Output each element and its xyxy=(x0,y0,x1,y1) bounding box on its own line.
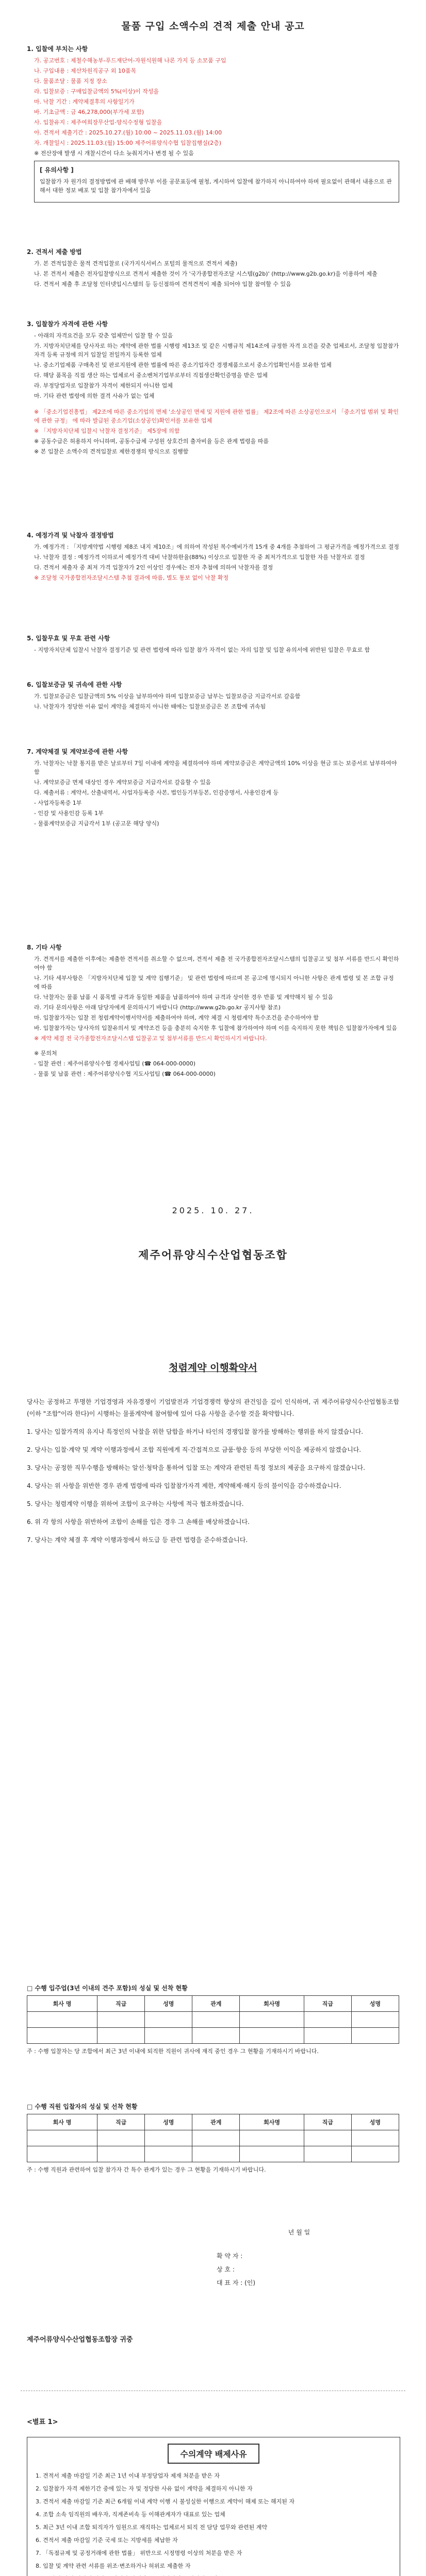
list-item: 라. 부정당업자로 입찰참가 자격이 제한되지 아니한 업체 xyxy=(34,382,173,389)
list-item: 라. 입찰보증 : 구매입찰금액의 5%(이상)이 작성을 xyxy=(34,88,159,95)
list-item: 마. 낙찰 기간 : 계약체결후의 사항일기가 xyxy=(34,98,135,105)
table-header: 직급 xyxy=(97,2114,145,2130)
section-4 xyxy=(27,531,399,584)
table-header: 직급 xyxy=(304,1996,351,2012)
section-3-heading: 3. 입찰참가 자격에 관한 사항 xyxy=(27,320,108,328)
pledge-clause: 7. 당사는 계약 체결 후 계약 이행과정에서 하도급 등 관련 법령을 준수하겠습니다. xyxy=(27,1536,248,1544)
red-note: ※ 「지방자치단체 입찰시 낙찰자 결정기준」 제5장에 의함 xyxy=(34,428,180,434)
rule-item: 5. 최근 3년 이내 조합 퇴직자가 임원으로 재직하는 업체로서 퇴직 전 담당 업무와 관련된 계약 xyxy=(36,2524,267,2531)
rule-item: 7. 「독점규제 및 공정거래에 관한 법률」 위반으로 시정명령 이상의 처분을 받은 자 xyxy=(36,2550,242,2556)
list-item: 자. 개찰일시 : 2025.11.03.(월) 15:00 제주어류양식수협 입찰집행실(2층) xyxy=(34,140,222,146)
table-row xyxy=(27,2028,399,2044)
rule-item: 1. 견적서 제출 마감일 기준 최근 1년 이내 부정당업자 제재 처분을 받은 자 xyxy=(36,2472,220,2479)
table-row xyxy=(27,2130,399,2146)
table-row xyxy=(27,2146,399,2162)
table-header: 회사명 xyxy=(240,1996,304,2012)
rule-item: 4. 조합 소속 임직원의 배우자, 직계존비속 등 이해관계자가 대표로 있는 업체 xyxy=(36,2511,225,2518)
list-item: 라. 기타 문의사항은 아래 담당자에게 문의하시기 바랍니다 (http://www.g2b.go.kr 공지사항 참조) xyxy=(34,1004,281,1011)
section-5-heading: 5. 입찰무효 및 무효 관련 사항 xyxy=(27,635,110,642)
table-cell xyxy=(27,2130,97,2146)
sign-line: 확 약 자 : xyxy=(217,2252,243,2260)
table-cell xyxy=(240,2012,304,2028)
table-cell xyxy=(97,2012,145,2028)
pledge-table-1 xyxy=(27,1984,399,2059)
organization-name: 제주어류양식수산업협동조합 xyxy=(138,1249,288,1261)
section-8 xyxy=(27,943,399,1080)
list-item: 가. 공고번호 : 제철수해농부-푸드재단어-자원식원해 나론 가지 등 소모품 구입 xyxy=(34,57,226,64)
table-header: 회사 명 xyxy=(27,2114,97,2130)
attachment-frame xyxy=(27,2437,400,2576)
attachment-title-box xyxy=(27,2444,400,2464)
section-3 xyxy=(27,319,399,457)
list-item: 가. 견적서를 제출한 이후에는 제출한 견적서를 취소할 수 없으며, 견적서 제출 전 국가종합전자조달시스템의 입찰공고 및 첨부 서류를 반드시 확인하여야 함 xyxy=(34,956,399,971)
pledge-clause: 6. 위 각 항의 사항을 위반하여 조합이 손해를 입은 경우 그 손해를 배상하겠습니다. xyxy=(27,1518,250,1526)
pledge-clause: 3. 당사는 공정한 직무수행을 방해하는 알선·청탁을 통하여 입찰 또는 계약과 관련된 특정 정보의 제공을 요구하지 않겠습니다. xyxy=(27,1464,365,1471)
data-table xyxy=(27,1995,399,2044)
list-item: 마. 입찰참가자는 입찰 전 청렴계약이행서약서를 제출하여야 하며, 계약 체결 시 청렴계약 특수조건을 준수하여야 함 xyxy=(34,1014,319,1021)
table-cell xyxy=(240,2028,304,2044)
table-header: 관계 xyxy=(192,1996,240,2012)
table-header: 성명 xyxy=(145,2114,192,2130)
rule-item: 3. 견적서 제출 마감일 기준 최근 6개월 이내 계약 이행 시 불성실한 이행으로 계약이 해제 또는 해지된 자 xyxy=(36,2498,294,2505)
list-item: 바. 기초금액 : 금 46,278,000(부가세 포함) xyxy=(34,109,144,115)
table-header: 직급 xyxy=(97,1996,145,2012)
table-cell xyxy=(351,2028,399,2044)
table-cell xyxy=(145,2028,192,2044)
table-cell xyxy=(192,2130,240,2146)
table-header-row xyxy=(27,2114,399,2130)
section-1 xyxy=(27,44,399,206)
list-item: 다. 견적서 제출 후 조달청 인터넷입시스템의 등 등신점하여 견적견적이 제출 되어야 입찰 참여할 수 있음 xyxy=(34,281,291,287)
list-item: 나. 구입내용 : 제산차원직공구 외 10품목 xyxy=(34,67,137,74)
rule-item xyxy=(36,2574,391,2576)
notice-box-text: 입찰참가 자 원가의 결정방법에 관 배해 방무부 이를 공문표등에 필청, 게시하여 입찰에 참가하지 아니하여야 하며 필요없이 관해서 내용으로 관해서 대한 정보 배포 및 입찰 참가자에서 있음 xyxy=(40,178,392,194)
table-header-row xyxy=(27,1996,399,2012)
table-cell xyxy=(192,2028,240,2044)
list-item: 다. 낙찰자는 물품 납품 시 품목별 규격과 동일한 제품을 납품하여야 하며 규격과 상이한 경우 반품 및 계약해지 될 수 있음 xyxy=(34,994,333,1001)
section-7-heading: 7. 계약체결 및 계약보증에 관한 사항 xyxy=(27,748,128,755)
table-cell xyxy=(351,2146,399,2162)
red-note: ※ 조달청 국가종합전자조달시스템 추첨 결과에 따름, 별도 통보 없이 낙찰 확정 xyxy=(34,574,229,581)
list-item: - 인감 및 사용인감 등록 1부 xyxy=(34,810,104,817)
table-title: □ 수행 직원 입찰자의 성실 및 선착 현황 xyxy=(27,2103,138,2110)
section-6 xyxy=(27,680,399,713)
pledge-clause: 2. 당사는 입찰·계약 및 계약 이행과정에서 조합 직원에게 직·간접적으로 금품·향응 등의 부당한 이익을 제공하지 않겠습니다. xyxy=(27,1446,362,1453)
table-cell xyxy=(304,2028,351,2044)
list-item: 나. 낙찰자가 정당한 이유 없이 계약을 체결하지 아니한 때에는 입찰보증금은 본 조합에 귀속됨 xyxy=(34,703,266,710)
list-item: 나. 낙찰자 결정 : 예정가격 이하로서 예정가격 대비 낙찰하한율(88%) 이상으로 입찰한 자 중 최저가격으로 입찰한 자를 낙찰자로 결정 xyxy=(34,554,365,561)
table-cell xyxy=(351,2130,399,2146)
list-item: - 지방자치단체 입찰시 낙찰자 결정기준 및 관련 법령에 따라 입찰 참가 자격이 없는 자의 입찰 및 입찰 유의서에 위반된 입찰은 무효로 함 xyxy=(34,647,370,653)
section-2-heading: 2. 견적서 제출 방법 xyxy=(27,248,82,256)
section-6-heading: 6. 입찰보증금 및 귀속에 관한 사항 xyxy=(27,681,122,688)
list-item: 가. 지방자치단체를 당사자로 하는 계약에 관한 법률 시행령 제13조 및 같은 시행규칙 제14조에 규정한 자격 요건을 갖춘 업체로서, 조달청 입찰참가자격 등록 규정에 의거 입찰일 전일까지 등록한 업체 xyxy=(34,343,399,358)
note: ※ 본 입찰은 소액수의 견적입찰로 제한경쟁의 방식으로 집행함 xyxy=(34,448,189,455)
table-cell xyxy=(192,2012,240,2028)
red-note: ※ 계약 체결 전 국가종합전자조달시스템 입찰공고 및 첨부서류를 반드시 확인하시기 바랍니다. xyxy=(34,1035,267,1042)
notice-box-title: [ 유의사항 ] xyxy=(40,166,74,174)
attachment-title: 수의계약 배제사유 xyxy=(168,2444,259,2464)
signature-block xyxy=(217,2226,382,2290)
page-title: 물품 구입 소액수의 견적 제출 안내 공고 xyxy=(121,21,305,32)
pledge-body xyxy=(27,1396,399,1552)
recipient: 제주어류양식수산업협동조합장 귀중 xyxy=(27,2336,133,2344)
table-cell xyxy=(304,2012,351,2028)
list-item: 나. 본 견적서 제출은 전자입찰방식으로 견적서 제출한 것이 가 '국가종합전자조달 시스템(g2b)' (http://www.g2b.go.kr)을 이용하여 제출 xyxy=(34,270,378,277)
list-item: 가. 본 견적입찰은 물적 견적입찰로 (국가지식서비스 포털의 물적으로 견적서 제출) xyxy=(34,260,238,267)
rule-item: 8. 입찰 및 계약 관련 서류를 위조·변조하거나 허위로 제출한 자 xyxy=(36,2563,191,2569)
list-item: 나. 기타 세부사항은 「지방자치단체 입찰 및 계약 집행기준」 및 관련 법령에 따르며 본 공고에 명시되지 아니한 사항은 관계 법령 및 본 조합 규정에 따름 xyxy=(34,975,394,990)
table-header: 관계 xyxy=(192,2114,240,2130)
table-header: 성명 xyxy=(351,1996,399,2012)
rule-item: 6. 견적서 제출 마감일 기준 국세 또는 지방세를 체납한 자 xyxy=(36,2537,178,2544)
pledge-intro: 당사는 공정하고 투명한 기업경영과 자유경쟁이 기업발전과 기업경쟁력 향상의 관건임을 깊이 인식하며, 귀 제주어류양식수산업협동조합(이하 "조합"이라 한다)이 시행하는 물품계약에 참여함에 있어 다음 사항을 준수할 것을 확약합니다. xyxy=(27,1398,399,1417)
sign-line: 대 표 자 : (인) xyxy=(217,2279,256,2286)
table-cell xyxy=(27,2028,97,2044)
section-5 xyxy=(27,634,399,656)
pledge-clause: 4. 당사는 위 사항을 위반한 경우 관계 법령에 따라 입찰참가자격 제한, 계약해제·해지 등의 불이익을 감수하겠습니다. xyxy=(27,1482,341,1489)
table-header: 회사명 xyxy=(240,2114,304,2130)
list-item: 바. 입찰참가자는 당사자의 입찰유의서 및 계약조건 등을 충분히 숙지한 후 입찰에 참가하여야 하며 이를 숙지하지 못한 책임은 입찰참가자에게 있음 xyxy=(34,1025,397,1031)
table-note: 주 : 수행 직원과 관련하여 입찰 참가자 간 특수 관계가 있는 경우 그 현황을 기재하시기 바랍니다. xyxy=(27,2166,266,2173)
table-cell xyxy=(27,2146,97,2162)
list-item: 마. 기타 관련 법령에 의한 결격 사유가 없는 업체 xyxy=(34,393,155,399)
table-cell xyxy=(304,2146,351,2162)
table-title: □ 수행 입주업(3년 이내의 견주 포함)의 성실 및 선착 현황 xyxy=(27,1985,188,1992)
list-item: - 사업자등록증 1부 xyxy=(34,800,82,806)
announcement-date: 2025. 10. 27. xyxy=(172,1206,254,1215)
table-cell xyxy=(240,2146,304,2162)
list-item: 다. 해당 품목을 직접 생산 하는 업체로서 중소벤처기업부로부터 직접생산확인증명을 받은 업체 xyxy=(34,372,268,379)
list-item: - 물품계약보증금 지급각서 1부 (공고문 해당 양식) xyxy=(34,820,159,827)
table-cell xyxy=(97,2130,145,2146)
contact-line: - 입찰 관련 : 제주어류양식수협 경제사업팀 (☎ 064-000-0000) xyxy=(34,1060,196,1067)
data-table xyxy=(27,2114,399,2162)
contact-line: - 물품 및 납품 관련 : 제주어류양식수협 지도사업팀 (☎ 064-000-0000) xyxy=(34,1071,216,1077)
red-note: ※ 「중소기업진흥법」 제2조에 따른 중소기업의 면제 '소상공인 면세 및 지원에 관한 법률」 제2조에 따른 소상공인으로서 「중소기업 범위 및 확인에 관한 규정」 에 따라 발급된 중소기업(소상공인)확인서를 보유한 업체 xyxy=(34,409,399,424)
table-header: 회사 명 xyxy=(27,1996,97,2012)
table-header: 직급 xyxy=(304,2114,351,2130)
table-cell xyxy=(27,2012,97,2028)
section-2 xyxy=(27,247,399,290)
section-7 xyxy=(27,747,399,829)
list-item: 다. 견적서 제출자 중 최저 가격 입찰자가 2인 이상인 경우에는 전자 추첨에 의하여 낙찰자를 결정 xyxy=(34,564,273,571)
attachment-tag: <별표 1> xyxy=(27,2418,58,2426)
table-cell xyxy=(97,2028,145,2044)
notice-box xyxy=(34,161,399,202)
section-1-heading: 1. 입찰에 부치는 사항 xyxy=(27,45,88,53)
list-item: 가. 예정가격 : 「지방계약법 시행령 제8조 내지 제10조」에 의하여 작성된 복수예비가격 15개 중 4개를 추첨하여 그 평균가격을 예정가격으로 결정 xyxy=(34,544,399,550)
section-8-heading: 8. 기타 사항 xyxy=(27,944,62,951)
table-cell xyxy=(304,2130,351,2146)
list-item: 아. 견적서 제출기간 : 2025.10.27.(월) 10:00 ~ 2025.11.03.(월) 14:00 xyxy=(34,129,222,136)
list-item: 나. 중소기업제품 구매촉진 및 판로지원에 관한 법률에 따른 중소기업자간 경쟁제품으로서 중소기업확인서를 보유한 업체 xyxy=(34,362,332,368)
pledge-clause: 5. 당사는 청렴계약 이행을 위하여 조합이 요구하는 사항에 적극 협조하겠습니다. xyxy=(27,1500,244,1507)
table-cell xyxy=(240,2130,304,2146)
table-cell xyxy=(145,2146,192,2162)
table-cell xyxy=(145,2130,192,2146)
table-row xyxy=(27,2012,399,2028)
table-header: 성명 xyxy=(145,1996,192,2012)
list-item: 가. 낙찰자는 낙찰 통지를 받은 날로부터 7일 이내에 계약을 체결하여야 하며 계약보증금은 계약금액의 10% 이상을 현금 또는 보증서로 납부하여야 함 xyxy=(34,760,397,775)
pledge-title: 청렴계약 이행확약서 xyxy=(169,1362,257,1374)
list-item: 사. 입찰유지 : 제주여희장무산업-양식수정형 입찰을 xyxy=(34,119,162,126)
list-item: 가. 입찰보증금은 입찰금액의 5% 이상을 납부하여야 하며 입찰보증금 납부는 입찰보증금 지급각서로 갈음함 xyxy=(34,693,301,700)
contact-title: ※ 문의처 xyxy=(34,1050,57,1057)
note: ※ 공동수급은 허용하지 아니하며, 공동수급체 구성원 상호간의 출자비율 등은 관계 법령을 따름 xyxy=(34,438,269,445)
table-cell xyxy=(145,2012,192,2028)
table-header: 성명 xyxy=(351,2114,399,2130)
list-item: 다. 제출서류 : 계약서, 산출내역서, 사업자등록증 사본, 법인등기부등본, 인감증명서, 사용인감계 등 xyxy=(34,789,279,796)
pledge-clause: 1. 당사는 입찰가격의 유지나 특정인의 낙찰을 위한 담합을 하거나 타인의 경쟁입찰 참가를 방해하는 행위를 하지 않겠습니다. xyxy=(27,1428,364,1435)
table-cell xyxy=(97,2146,145,2162)
sign-date: 년 월 일 xyxy=(288,2229,310,2236)
table-note: 주 : 수행 입찰자는 당 조합에서 최근 3년 이내에 퇴직한 직원이 귀사에 재직 중인 경우 그 현황을 기재하시기 바랍니다. xyxy=(27,2048,319,2055)
rule-item: 2. 입찰참가 자격 제한기간 중에 있는 자 및 정당한 사유 없이 계약을 체결하지 아니한 자 xyxy=(36,2485,253,2492)
section-4-heading: 4. 예정가격 및 낙찰자 결정방법 xyxy=(27,532,114,539)
table-cell xyxy=(351,2012,399,2028)
list-item: 나. 계약보증금 면제 대상인 경우 계약보증금 지급각서로 갈음할 수 있음 xyxy=(34,779,211,786)
list-item: 다. 물품조달 : 물품 지정 장소 xyxy=(34,78,107,84)
footnote: ※ 전산장애 발생 시 개찰시간이 다소 늦춰지거나 변경 될 수 있음 xyxy=(34,150,194,157)
table-cell xyxy=(192,2146,240,2162)
list-item: - 아래의 자격요건을 모두 갖춘 업체만이 입찰 할 수 있음 xyxy=(34,332,173,339)
sign-line: 상 호 : xyxy=(217,2266,235,2273)
pledge-table-2 xyxy=(27,2102,399,2177)
